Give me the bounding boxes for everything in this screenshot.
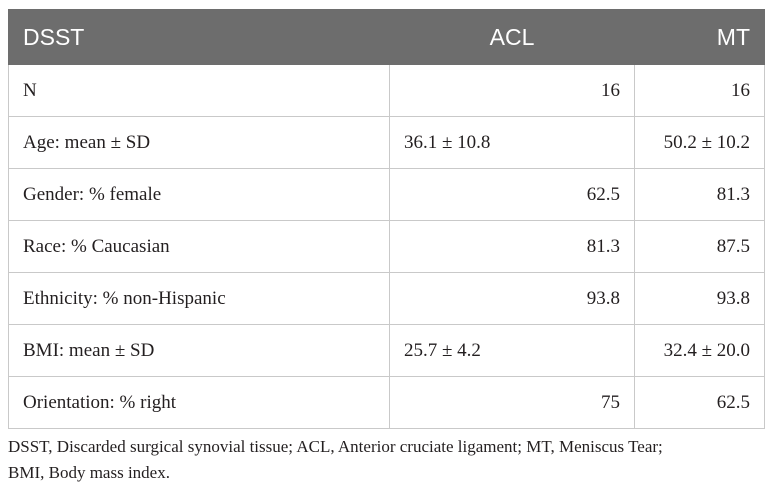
acl-value: 62.5 [390, 169, 635, 221]
acl-value: 81.3 [390, 221, 635, 273]
header-dsst: DSST [9, 10, 390, 65]
row-label: Ethnicity: % non-Hispanic [9, 273, 390, 325]
footnote-line: DSST, Discarded surgical synovial tissue; ACL, Anterior cruciate ligament; MT, Meniscus Tear; [8, 437, 663, 456]
table-row [9, 377, 765, 429]
acl-value: 36.1 ± 10.8 [390, 117, 635, 169]
header-mt: MT [635, 10, 765, 65]
row-label: N [9, 65, 390, 117]
table-row [9, 273, 765, 325]
acl-value: 93.8 [390, 273, 635, 325]
table-row [9, 221, 765, 273]
row-label: Age: mean ± SD [9, 117, 390, 169]
row-label: Gender: % female [9, 169, 390, 221]
table-row [9, 65, 765, 117]
mt-value: 87.5 [635, 221, 765, 273]
acl-value: 16 [390, 65, 635, 117]
table-footnote [8, 434, 764, 486]
mt-value: 93.8 [635, 273, 765, 325]
table-header [9, 10, 765, 65]
header-row [9, 10, 765, 65]
mt-value: 16 [635, 65, 765, 117]
mt-value: 62.5 [635, 377, 765, 429]
table-body [9, 65, 765, 429]
footnote-line: BMI, Body mass index. [8, 463, 170, 482]
table-row [9, 325, 765, 377]
acl-value: 25.7 ± 4.2 [390, 325, 635, 377]
mt-value: 32.4 ± 20.0 [635, 325, 765, 377]
demographics-table [8, 9, 765, 429]
row-label: Race: % Caucasian [9, 221, 390, 273]
header-acl: ACL [390, 10, 635, 65]
table-row [9, 117, 765, 169]
mt-value: 81.3 [635, 169, 765, 221]
acl-value: 75 [390, 377, 635, 429]
mt-value: 50.2 ± 10.2 [635, 117, 765, 169]
row-label: BMI: mean ± SD [9, 325, 390, 377]
row-label: Orientation: % right [9, 377, 390, 429]
table-row [9, 169, 765, 221]
